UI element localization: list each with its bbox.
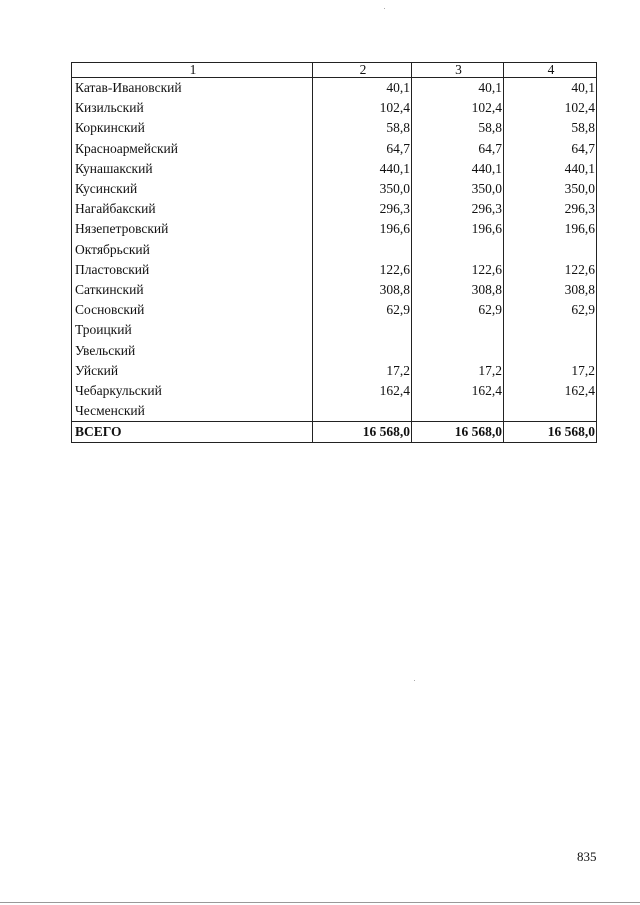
table-row (72, 219, 597, 239)
table-row (72, 300, 597, 320)
value-col3: 308,8 (412, 280, 504, 300)
value-col3: 40,1 (412, 78, 504, 99)
district-name: Кунашакский (72, 159, 313, 179)
value-col2: 162,4 (313, 381, 412, 401)
table-row (72, 139, 597, 159)
table-row (72, 381, 597, 401)
value-col2: 350,0 (313, 179, 412, 199)
table-row (72, 199, 597, 219)
table-row (72, 320, 597, 340)
table-row (72, 260, 597, 280)
value-col2 (313, 240, 412, 260)
header-cell-1: 1 (72, 63, 313, 78)
value-col2: 62,9 (313, 300, 412, 320)
value-col2: 40,1 (313, 78, 412, 99)
district-name: Кизильский (72, 98, 313, 118)
value-col4: 308,8 (504, 280, 597, 300)
table-row (72, 179, 597, 199)
value-col2: 64,7 (313, 139, 412, 159)
value-col4: 64,7 (504, 139, 597, 159)
value-col4: 350,0 (504, 179, 597, 199)
header-cell-4: 4 (504, 63, 597, 78)
value-col4 (504, 401, 597, 422)
district-name: Саткинский (72, 280, 313, 300)
value-col2: 102,4 (313, 98, 412, 118)
value-col3: 162,4 (412, 381, 504, 401)
header-row (72, 63, 597, 78)
value-col4: 40,1 (504, 78, 597, 99)
value-col2: 296,3 (313, 199, 412, 219)
scan-speck (384, 8, 385, 9)
value-col3: 296,3 (412, 199, 504, 219)
value-col3: 350,0 (412, 179, 504, 199)
table-row (72, 98, 597, 118)
page-number: 835 (577, 849, 597, 864)
district-name: Нагайбакский (72, 199, 313, 219)
value-col3: 64,7 (412, 139, 504, 159)
value-col3 (412, 240, 504, 260)
value-col3 (412, 401, 504, 422)
total-label: ВСЕГО (72, 422, 313, 443)
value-col4: 196,6 (504, 219, 597, 239)
value-col2 (313, 340, 412, 360)
district-name: Сосновский (72, 300, 313, 320)
value-col3: 440,1 (412, 159, 504, 179)
value-col3: 58,8 (412, 118, 504, 138)
value-col3: 102,4 (412, 98, 504, 118)
table-row (72, 401, 597, 422)
scan-speck (414, 680, 415, 681)
value-col2: 196,6 (313, 219, 412, 239)
value-col4: 122,6 (504, 260, 597, 280)
table-row (72, 280, 597, 300)
total-value-col3: 16 568,0 (412, 422, 504, 443)
value-col2: 58,8 (313, 118, 412, 138)
district-name: Троицкий (72, 320, 313, 340)
district-name: Катав-Ивановский (72, 78, 313, 99)
table-row (72, 159, 597, 179)
value-col2: 17,2 (313, 361, 412, 381)
value-col4 (504, 240, 597, 260)
table-body (72, 78, 597, 443)
district-name: Чесменский (72, 401, 313, 422)
value-col2 (313, 320, 412, 340)
value-col4: 58,8 (504, 118, 597, 138)
table-row (72, 240, 597, 260)
value-col4: 296,3 (504, 199, 597, 219)
value-col2: 440,1 (313, 159, 412, 179)
header-cell-2: 2 (313, 63, 412, 78)
table-row (72, 340, 597, 360)
total-row (72, 422, 597, 443)
value-col4: 17,2 (504, 361, 597, 381)
district-name: Уйский (72, 361, 313, 381)
header-cell-3: 3 (412, 63, 504, 78)
value-col3 (412, 320, 504, 340)
table-row (72, 118, 597, 138)
value-col3: 62,9 (412, 300, 504, 320)
district-name: Октябрьский (72, 240, 313, 260)
district-name: Чебаркульский (72, 381, 313, 401)
value-col3: 17,2 (412, 361, 504, 381)
total-value-col2: 16 568,0 (313, 422, 412, 443)
value-col4: 162,4 (504, 381, 597, 401)
value-col2 (313, 401, 412, 422)
district-name: Кусинский (72, 179, 313, 199)
bottom-rule (0, 902, 640, 903)
value-col3: 196,6 (412, 219, 504, 239)
value-col2: 308,8 (313, 280, 412, 300)
total-value-col4: 16 568,0 (504, 422, 597, 443)
value-col4 (504, 340, 597, 360)
district-name: Нязепетровский (72, 219, 313, 239)
table-header (72, 63, 597, 78)
district-name: Увельский (72, 340, 313, 360)
district-name: Красноармейский (72, 139, 313, 159)
value-col4 (504, 320, 597, 340)
district-name: Коркинский (72, 118, 313, 138)
value-col2: 122,6 (313, 260, 412, 280)
district-name: Пластовский (72, 260, 313, 280)
value-col3: 122,6 (412, 260, 504, 280)
data-table (71, 62, 597, 443)
value-col4: 440,1 (504, 159, 597, 179)
value-col4: 102,4 (504, 98, 597, 118)
table-row (72, 361, 597, 381)
value-col4: 62,9 (504, 300, 597, 320)
value-col3 (412, 340, 504, 360)
table-row (72, 78, 597, 99)
